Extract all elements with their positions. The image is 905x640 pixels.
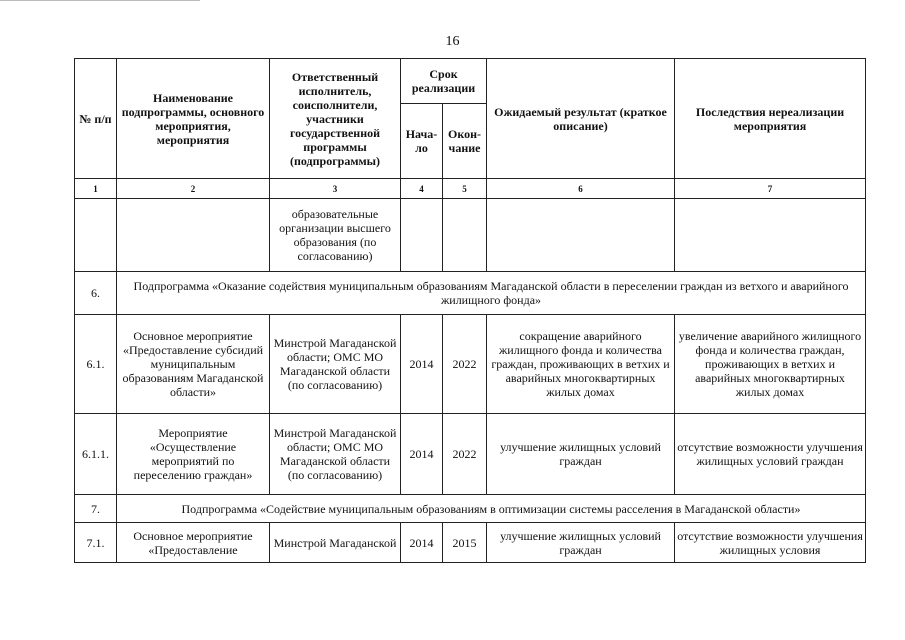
header-consequences: Последствия нереализации мероприятия [675, 59, 866, 179]
column-number: 6 [487, 179, 675, 199]
program-table [74, 58, 866, 563]
cell-num: 6.1. [75, 315, 117, 414]
column-numbers-row [75, 179, 866, 199]
header-row-1 [75, 59, 866, 104]
header-responsible: Ответственный исполнитель, соисполнители, участники государственной программы (подпрограммы) [270, 59, 401, 179]
column-number: 7 [675, 179, 866, 199]
cell-responsible: Минстрой Магаданской области; ОМС МО Магаданской области (по согласованию) [270, 315, 401, 414]
cell-name: Основное мероприятие «Предоставление [117, 523, 270, 563]
cell-result: улучшение жилищных условий граждан [487, 414, 675, 495]
header-start: Нача-ло [401, 104, 443, 179]
cell-result: сокращение аварийного жилищного фонда и количества граждан, проживающих в ветхих и аварийных многоквартирных жилых домах [487, 315, 675, 414]
header-name: Наименование подпрограммы, основного мероприятия, мероприятия [117, 59, 270, 179]
cell-num: 6. [75, 272, 117, 315]
cell-end: 2022 [443, 315, 487, 414]
page-number: 16 [445, 34, 460, 49]
header-end: Окон-чание [443, 104, 487, 179]
cell-responsible: образовательные организации высшего образования (по согласованию) [270, 199, 401, 272]
cell-start: 2014 [401, 414, 443, 495]
scan-edge-line [0, 0, 200, 1]
cell-consequences: отсутствие возможности улучшения жилищных условия [675, 523, 866, 563]
table-row-continuation [75, 199, 866, 272]
header-term: Срок реализации [401, 59, 487, 104]
column-number: 5 [443, 179, 487, 199]
cell-subprogram-title: Подпрограмма «Оказание содействия муниципальным образованиям Магаданской области в переселении граждан из ветхого и аварийного жилищного фонда» [117, 272, 866, 315]
column-number: 4 [401, 179, 443, 199]
table-row-subprogram-7 [75, 495, 866, 523]
cell-num: 6.1.1. [75, 414, 117, 495]
cell-start: 2014 [401, 315, 443, 414]
cell-start: 2014 [401, 523, 443, 563]
cell-num: 7. [75, 495, 117, 523]
cell-end: 2015 [443, 523, 487, 563]
header-result: Ожидаемый результат (краткое описание) [487, 59, 675, 179]
cell-responsible: Минстрой Магаданской [270, 523, 401, 563]
cell-result: улучшение жилищных условий граждан [487, 523, 675, 563]
table-row-subprogram-6 [75, 272, 866, 315]
column-number: 2 [117, 179, 270, 199]
cell-name: Основное мероприятие «Предоставление субсидий муниципальным образованиям Магаданской области» [117, 315, 270, 414]
header-num: № п/п [75, 59, 117, 179]
cell-end: 2022 [443, 414, 487, 495]
cell-subprogram-title: Подпрограмма «Содействие муниципальным образованиям в оптимизации системы расселения в Магаданской области» [117, 495, 866, 523]
column-number: 1 [75, 179, 117, 199]
table-row-6-1 [75, 315, 866, 414]
cell-consequences: увеличение аварийного жилищного фонда и количества граждан, проживающих в ветхих и аварийных многоквартирных жилых домах [675, 315, 866, 414]
cell-num: 7.1. [75, 523, 117, 563]
column-number: 3 [270, 179, 401, 199]
cell-name: Мероприятие «Осуществление мероприятий по переселению граждан» [117, 414, 270, 495]
cell-responsible: Минстрой Магаданской области; ОМС МО Магаданской области (по согласованию) [270, 414, 401, 495]
table-row-7-1 [75, 523, 866, 563]
cell-consequences: отсутствие возможности улучшения жилищных условий граждан [675, 414, 866, 495]
table-row-6-1-1 [75, 414, 866, 495]
